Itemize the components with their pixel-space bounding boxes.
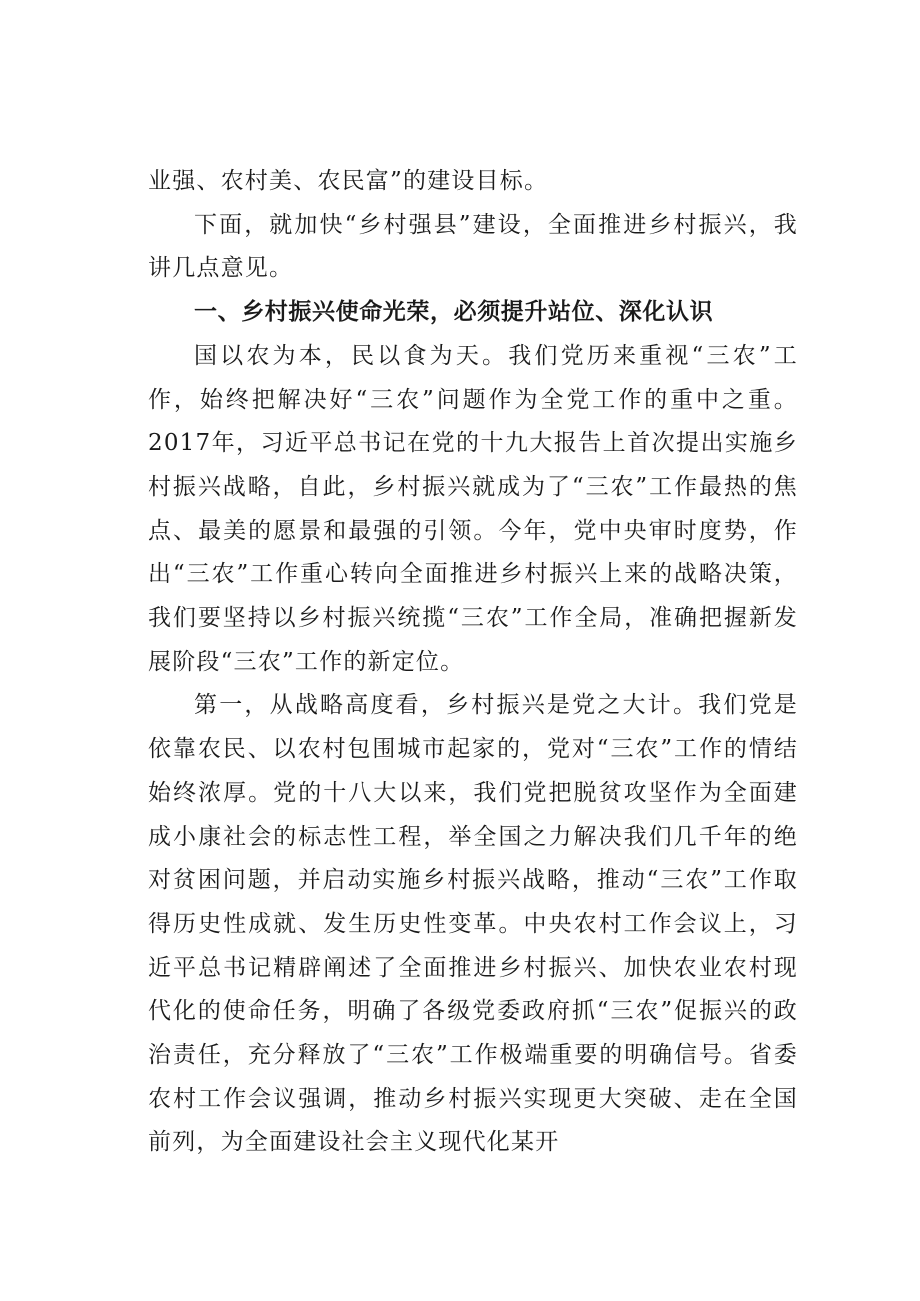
paragraph-point-one: 第一，从战略高度看，乡村振兴是党之大计。我们党是依靠农民、以农村包围城市起家的，党对“三农”工作的情结始终浓厚。党的十八大以来，我们党把脱贫攻坚作为全面建成小康社会的标志性工程，举全国之力解决我们几千年的绝对贫困问题，并启动实施乡村振兴战略，推动“三农”工作取得历史性成就、发生历史性变革。中央农村工作会议上，习近平总书记精辟阐述了全面推进乡村振兴、加快农业农村现代化的使命任务，明确了各级党委政府抓“三农”促振兴的政治责任，充分释放了“三农”工作极端重要的明确信号。省委农村工作会议强调，推动乡村振兴实现更大突破、走在全国前列，为全面建设社会主义现代化某开: [148, 692, 798, 1156]
paragraph-continuation: 业强、农村美、农民富”的建设目标。: [148, 168, 549, 194]
section-heading: 一、乡村振兴使命光荣，必须提升站位、深化认识: [194, 299, 714, 326]
paragraph-intro: 下面，就加快“乡村强县”建设，全面推进乡村振兴，我讲几点意见。: [148, 211, 798, 282]
document-body: [148, 160, 798, 1165]
paragraph-section-body: 国以农为本，民以食为天。我们党历来重视“三农”工作，始终把解决好“三农”问题作为全党工作的重中之重。2017年，习近平总书记在党的十九大报告上首次提出实施乡村振兴战略，自此，乡村振兴就成为了“三农”工作最热的焦点、最美的愿景和最强的引领。今年，党中央审时度势，作出“三农”工作重心转向全面推进乡村振兴上来的战略决策，我们要坚持以乡村振兴统揽“三农”工作全局，准确把握新发展阶段“三农”工作的新定位。: [148, 342, 798, 675]
